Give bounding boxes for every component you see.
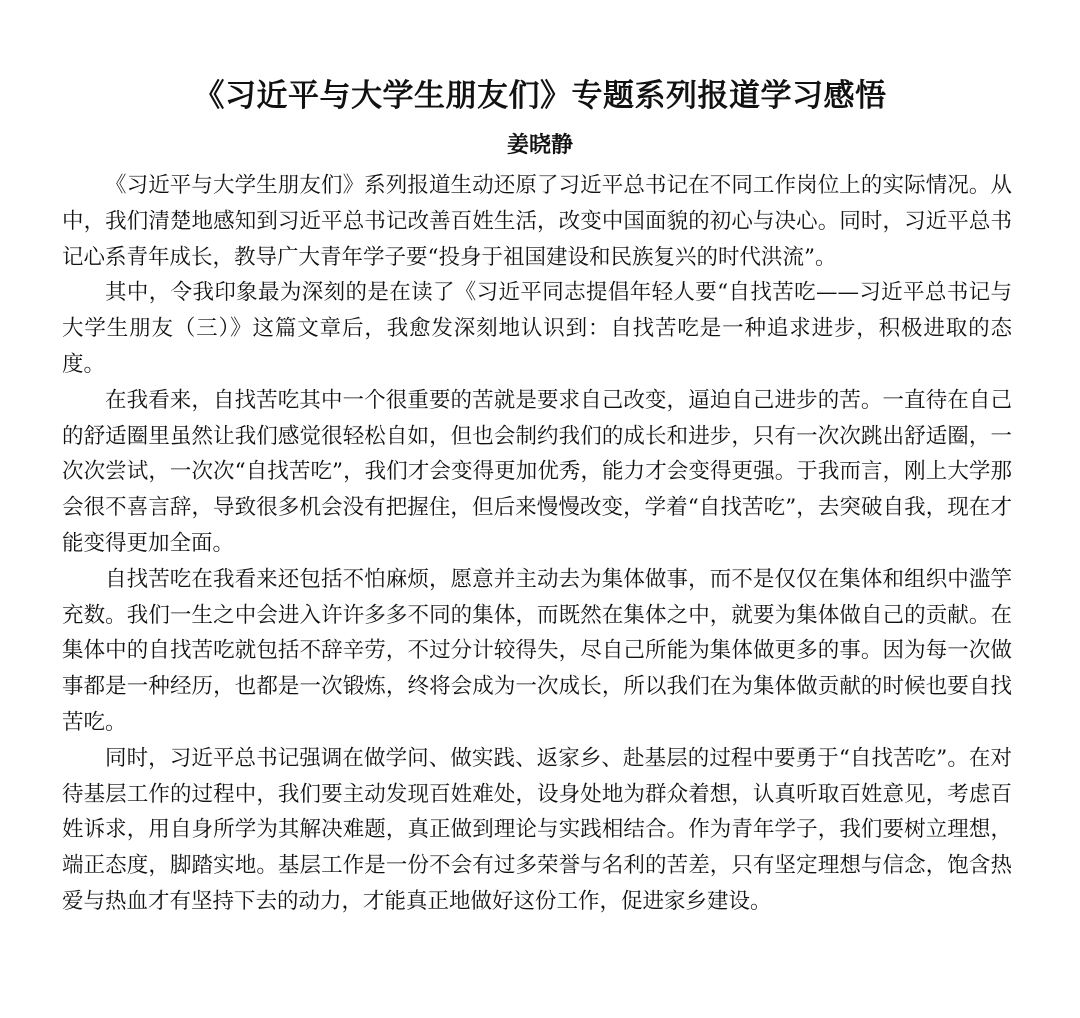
document-title: 《习近平与大学生朋友们》专题系列报道学习感悟: [193, 78, 887, 114]
author-name: 姜晓静: [506, 133, 573, 158]
paragraph: 《习近平与大学生朋友们》系列报道生动还原了习近平总书记在不同工作岗位上的实际情况。从中，我们清楚地感知到习近平总书记改善百姓生活，改变中国面貌的初心与决心。同时，习近平总书记心系青年成长，教导广大青年学子要“投身于祖国建设和民族复兴的时代洪流”。: [62, 173, 1012, 270]
paragraph: 其中，令我印象最为深刻的是在读了《习近平同志提倡年轻人要“自找苦吃——习近平总书记与大学生朋友（三）》这篇文章后，我愈发深刻地认识到：自找苦吃是一种追求进步，积极进取的态度。: [62, 280, 1012, 377]
article-body: [62, 168, 1012, 920]
paragraph: 同时，习近平总书记强调在做学问、做实践、返家乡、赴基层的过程中要勇于“自找苦吃”。在对待基层工作的过程中，我们要主动发现百姓难处，设身处地为群众着想，认真听取百姓意见，考虑百姓诉求，用自身所学为其解决难题，真正做到理论与实践相结合。作为青年学子，我们要树立理想，端正态度，脚踏实地。基层工作是一份不会有过多荣誉与名利的苦差，只有坚定理想与信念，饱含热爱与热血才有坚持下去的动力，才能真正地做好这份工作，促进家乡建设。: [62, 745, 1012, 914]
paragraph: 自找苦吃在我看来还包括不怕麻烦，愿意并主动去为集体做事，而不是仅仅在集体和组织中滥竽充数。我们一生之中会进入许许多多不同的集体，而既然在集体之中，就要为集体做自己的贡献。在集体中的自找苦吃就包括不辞辛劳，不过分计较得失，尽自己所能为集体做更多的事。因为每一次做事都是一种经历，也都是一次锻炼，终将会成为一次成长，所以我们在为集体做贡献的时候也要自找苦吃。: [62, 566, 1012, 735]
paragraph: 在我看来，自找苦吃其中一个很重要的苦就是要求自己改变，逼迫自己进步的苦。一直待在自己的舒适圈里虽然让我们感觉很轻松自如，但也会制约我们的成长和进步，只有一次次跳出舒适圈，一次次尝试，一次次“自找苦吃”，我们才会变得更加优秀，能力才会变得更强。于我而言，刚上大学那会很不喜言辞，导致很多机会没有把握住，但后来慢慢改变，学着“自找苦吃”，去突破自我，现在才能变得更加全面。: [62, 387, 1012, 556]
